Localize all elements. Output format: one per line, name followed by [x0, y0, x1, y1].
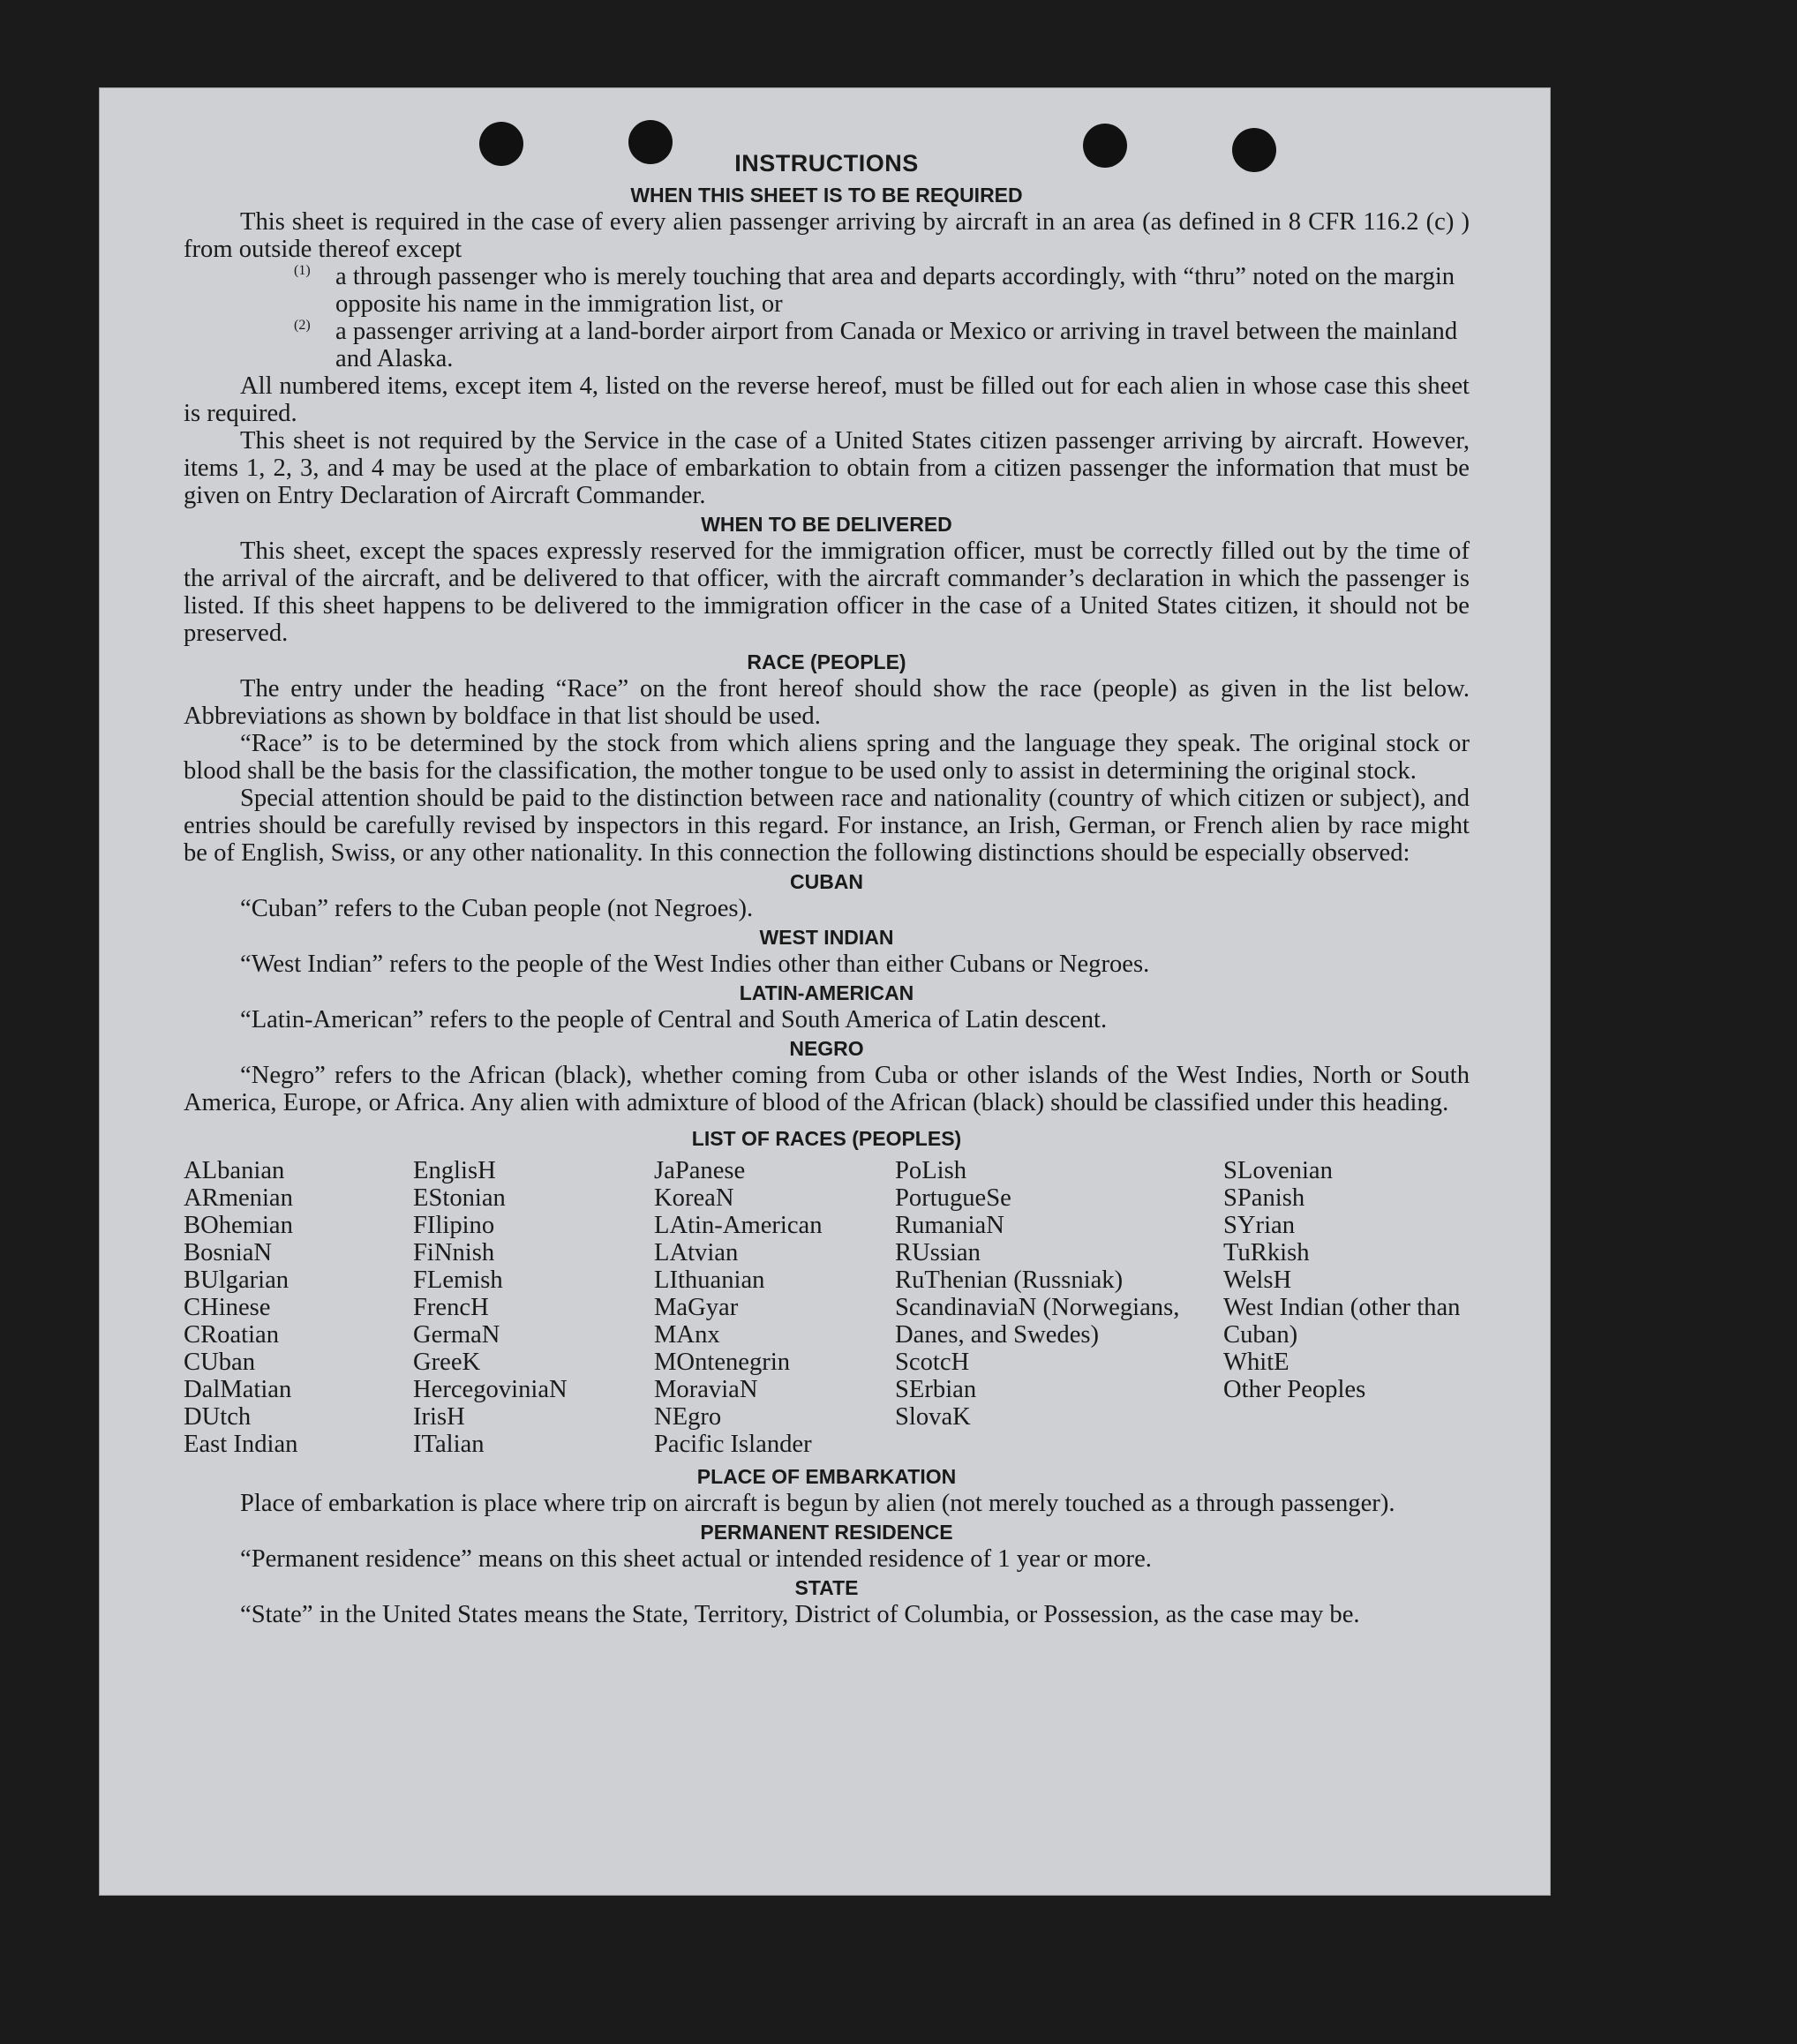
section-heading: PLACE OF EMBARKATION — [696, 1465, 957, 1488]
paragraph: This sheet is required in the case of every alien passenger arriving by aircraft in an area (as defined in 8 CFR 116.2 (c) ) from outside thereof except — [184, 208, 1470, 263]
section-heading: STATE — [794, 1576, 859, 1599]
race-item: CRoatian — [184, 1321, 280, 1349]
race-item: TuRkish — [1223, 1239, 1310, 1266]
race-item: WhitE — [1223, 1349, 1289, 1376]
race-item: MoraviaN — [654, 1376, 758, 1403]
race-item: FLemish — [413, 1266, 503, 1294]
race-item: HercegoviniaN — [413, 1376, 568, 1403]
race-item: DalMatian — [184, 1376, 292, 1403]
race-item: ARmenian — [184, 1184, 293, 1212]
race-item: FiNnish — [413, 1239, 495, 1266]
race-column — [654, 1157, 895, 1458]
race-item: ScotcH — [895, 1349, 970, 1376]
race-item: LAtin-American — [654, 1212, 823, 1239]
race-item: EnglisH — [413, 1157, 496, 1184]
race-item: East Indian — [184, 1431, 298, 1458]
race-item: EStonian — [413, 1184, 506, 1212]
race-item: BosniaN — [184, 1239, 273, 1266]
race-list — [184, 1157, 1470, 1458]
paragraph: All numbered items, except item 4, listed on the reverse hereof, must be filled out for each alien in whose case this sheet is required. — [184, 372, 1470, 427]
race-item: PortugueSe — [895, 1184, 1011, 1212]
list-item — [294, 318, 1470, 372]
section-heading: WHEN THIS SHEET IS TO BE REQUIRED — [630, 184, 1023, 207]
section-heading: LIST OF RACES (PEOPLES) — [691, 1127, 962, 1150]
paragraph: “State” in the United States means the State, Territory, District of Columbia, or Possession, as the case may be. — [240, 1601, 1360, 1628]
race-item: LAtvian — [654, 1239, 739, 1266]
paragraph: “Race” is to be determined by the stock from which aliens spring and the language they speak. The original stock or blood shall be the basis for the classification, the mother tongue to be used only to assist in determining the original stock. — [184, 730, 1470, 785]
paragraph: Special attention should be paid to the distinction between race and nationality (country of which citizen or subject), and entries should be carefully revised by inspectors in this regard. For instance, an Irish, German, or French alien by race might be of English, Swiss, or any other nationality. In this connection the following distinctions should be especially observed: — [184, 785, 1470, 867]
section-heading: LATIN-AMERICAN — [739, 981, 914, 1004]
race-item: RUssian — [895, 1239, 981, 1266]
race-item: SErbian — [895, 1376, 977, 1403]
race-item: SYrian — [1223, 1212, 1296, 1239]
race-column — [413, 1157, 654, 1458]
race-item: RumaniaN — [895, 1212, 1004, 1239]
race-item: MOntenegrin — [654, 1349, 791, 1376]
race-item: CHinese — [184, 1294, 271, 1321]
race-item: SPanish — [1223, 1184, 1305, 1212]
section-heading: WEST INDIAN — [759, 926, 894, 949]
race-column — [895, 1157, 1223, 1458]
item-text: a passenger arriving at a land-border airport from Canada or Mexico or arriving in travel between the mainland and Alaska. — [335, 318, 1458, 372]
race-item: West Indian (other than Cuban) — [1223, 1294, 1461, 1349]
list-item — [294, 263, 1470, 318]
section-heading: PERMANENT RESIDENCE — [700, 1521, 953, 1544]
paragraph: “Latin-American” refers to the people of Central and South America of Latin descent. — [240, 1006, 1108, 1033]
document-sheet — [100, 88, 1550, 1895]
race-item: KoreaN — [654, 1184, 734, 1212]
section-heading: WHEN TO BE DELIVERED — [701, 513, 952, 536]
race-item: JaPanese — [654, 1157, 746, 1184]
race-column — [184, 1157, 413, 1458]
item-number: (2) — [294, 318, 311, 333]
instructions-content — [184, 147, 1470, 1628]
section-heading: RACE (PEOPLE) — [747, 650, 906, 673]
paragraph: This sheet, except the spaces expressly reserved for the immigration officer, must be correctly filled out by the time of the arrival of the aircraft, and be delivered to that officer, with the aircraft commander’s declaration in which the passenger is listed. If this sheet happens to be delivered to the immigration officer in the case of a United States citizen, it should not be preserved. — [184, 537, 1470, 647]
race-item: CUban — [184, 1349, 256, 1376]
race-item: ITalian — [413, 1431, 485, 1458]
race-item: BOhemian — [184, 1212, 293, 1239]
race-item: WelsH — [1223, 1266, 1292, 1294]
race-item: ScandinaviaN (Norwegians, Danes, and Swedes) — [895, 1294, 1180, 1349]
race-item: PoLish — [895, 1157, 967, 1184]
race-item: GreeK — [413, 1349, 481, 1376]
paragraph: The entry under the heading “Race” on the front hereof should show the race (people) as given in the list below. Abbreviations as shown by boldface in that list should be used. — [184, 675, 1470, 730]
race-item: DUtch — [184, 1403, 252, 1431]
race-item: SLovenian — [1223, 1157, 1333, 1184]
paragraph: “Permanent residence” means on this sheet actual or intended residence of 1 year or more. — [240, 1545, 1152, 1573]
race-item: NEgro — [654, 1403, 722, 1431]
race-column — [1223, 1157, 1470, 1458]
paragraph: This sheet is not required by the Service in the case of a United States citizen passenger arriving by aircraft. However, items 1, 2, 3, and 4 may be used at the place of embarkation to obtain from a citizen passenger the information that must be given on Entry Declaration of Aircraft Commander. — [184, 427, 1470, 509]
race-item: IrisH — [413, 1403, 465, 1431]
race-item: MaGyar — [654, 1294, 739, 1321]
race-item: FIlipino — [413, 1212, 495, 1239]
race-item: RuThenian (Russniak) — [895, 1266, 1124, 1294]
page-title: INSTRUCTIONS — [734, 150, 919, 177]
item-number: (1) — [294, 263, 311, 278]
race-item: MAnx — [654, 1321, 720, 1349]
paragraph: “Cuban” refers to the Cuban people (not Negroes). — [240, 895, 754, 922]
race-item: FrencH — [413, 1294, 489, 1321]
paragraph: “West Indian” refers to the people of the West Indies other than either Cubans or Negroes. — [240, 951, 1150, 978]
race-item: BUlgarian — [184, 1266, 289, 1294]
paragraph: Place of embarkation is place where trip on aircraft is begun by alien (not merely touched as a through passenger). — [240, 1490, 1395, 1517]
item-text: a through passenger who is merely touching that area and departs accordingly, with “thru” noted on the margin opposite his name in the immigration list, or — [335, 263, 1455, 318]
race-item: ALbanian — [184, 1157, 285, 1184]
race-item: GermaN — [413, 1321, 500, 1349]
paragraph: “Negro” refers to the African (black), whether coming from Cuba or other islands of the West Indies, North or South America, Europe, or Africa. Any alien with admixture of blood of the African (black) should be classified under this heading. — [184, 1062, 1470, 1116]
race-item: SlovaK — [895, 1403, 971, 1431]
race-item: Pacific Islander — [654, 1431, 812, 1458]
race-item: LIthuanian — [654, 1266, 765, 1294]
section-heading: NEGRO — [789, 1037, 864, 1060]
section-heading: CUBAN — [789, 870, 864, 893]
race-item: Other Peoples — [1223, 1376, 1366, 1403]
